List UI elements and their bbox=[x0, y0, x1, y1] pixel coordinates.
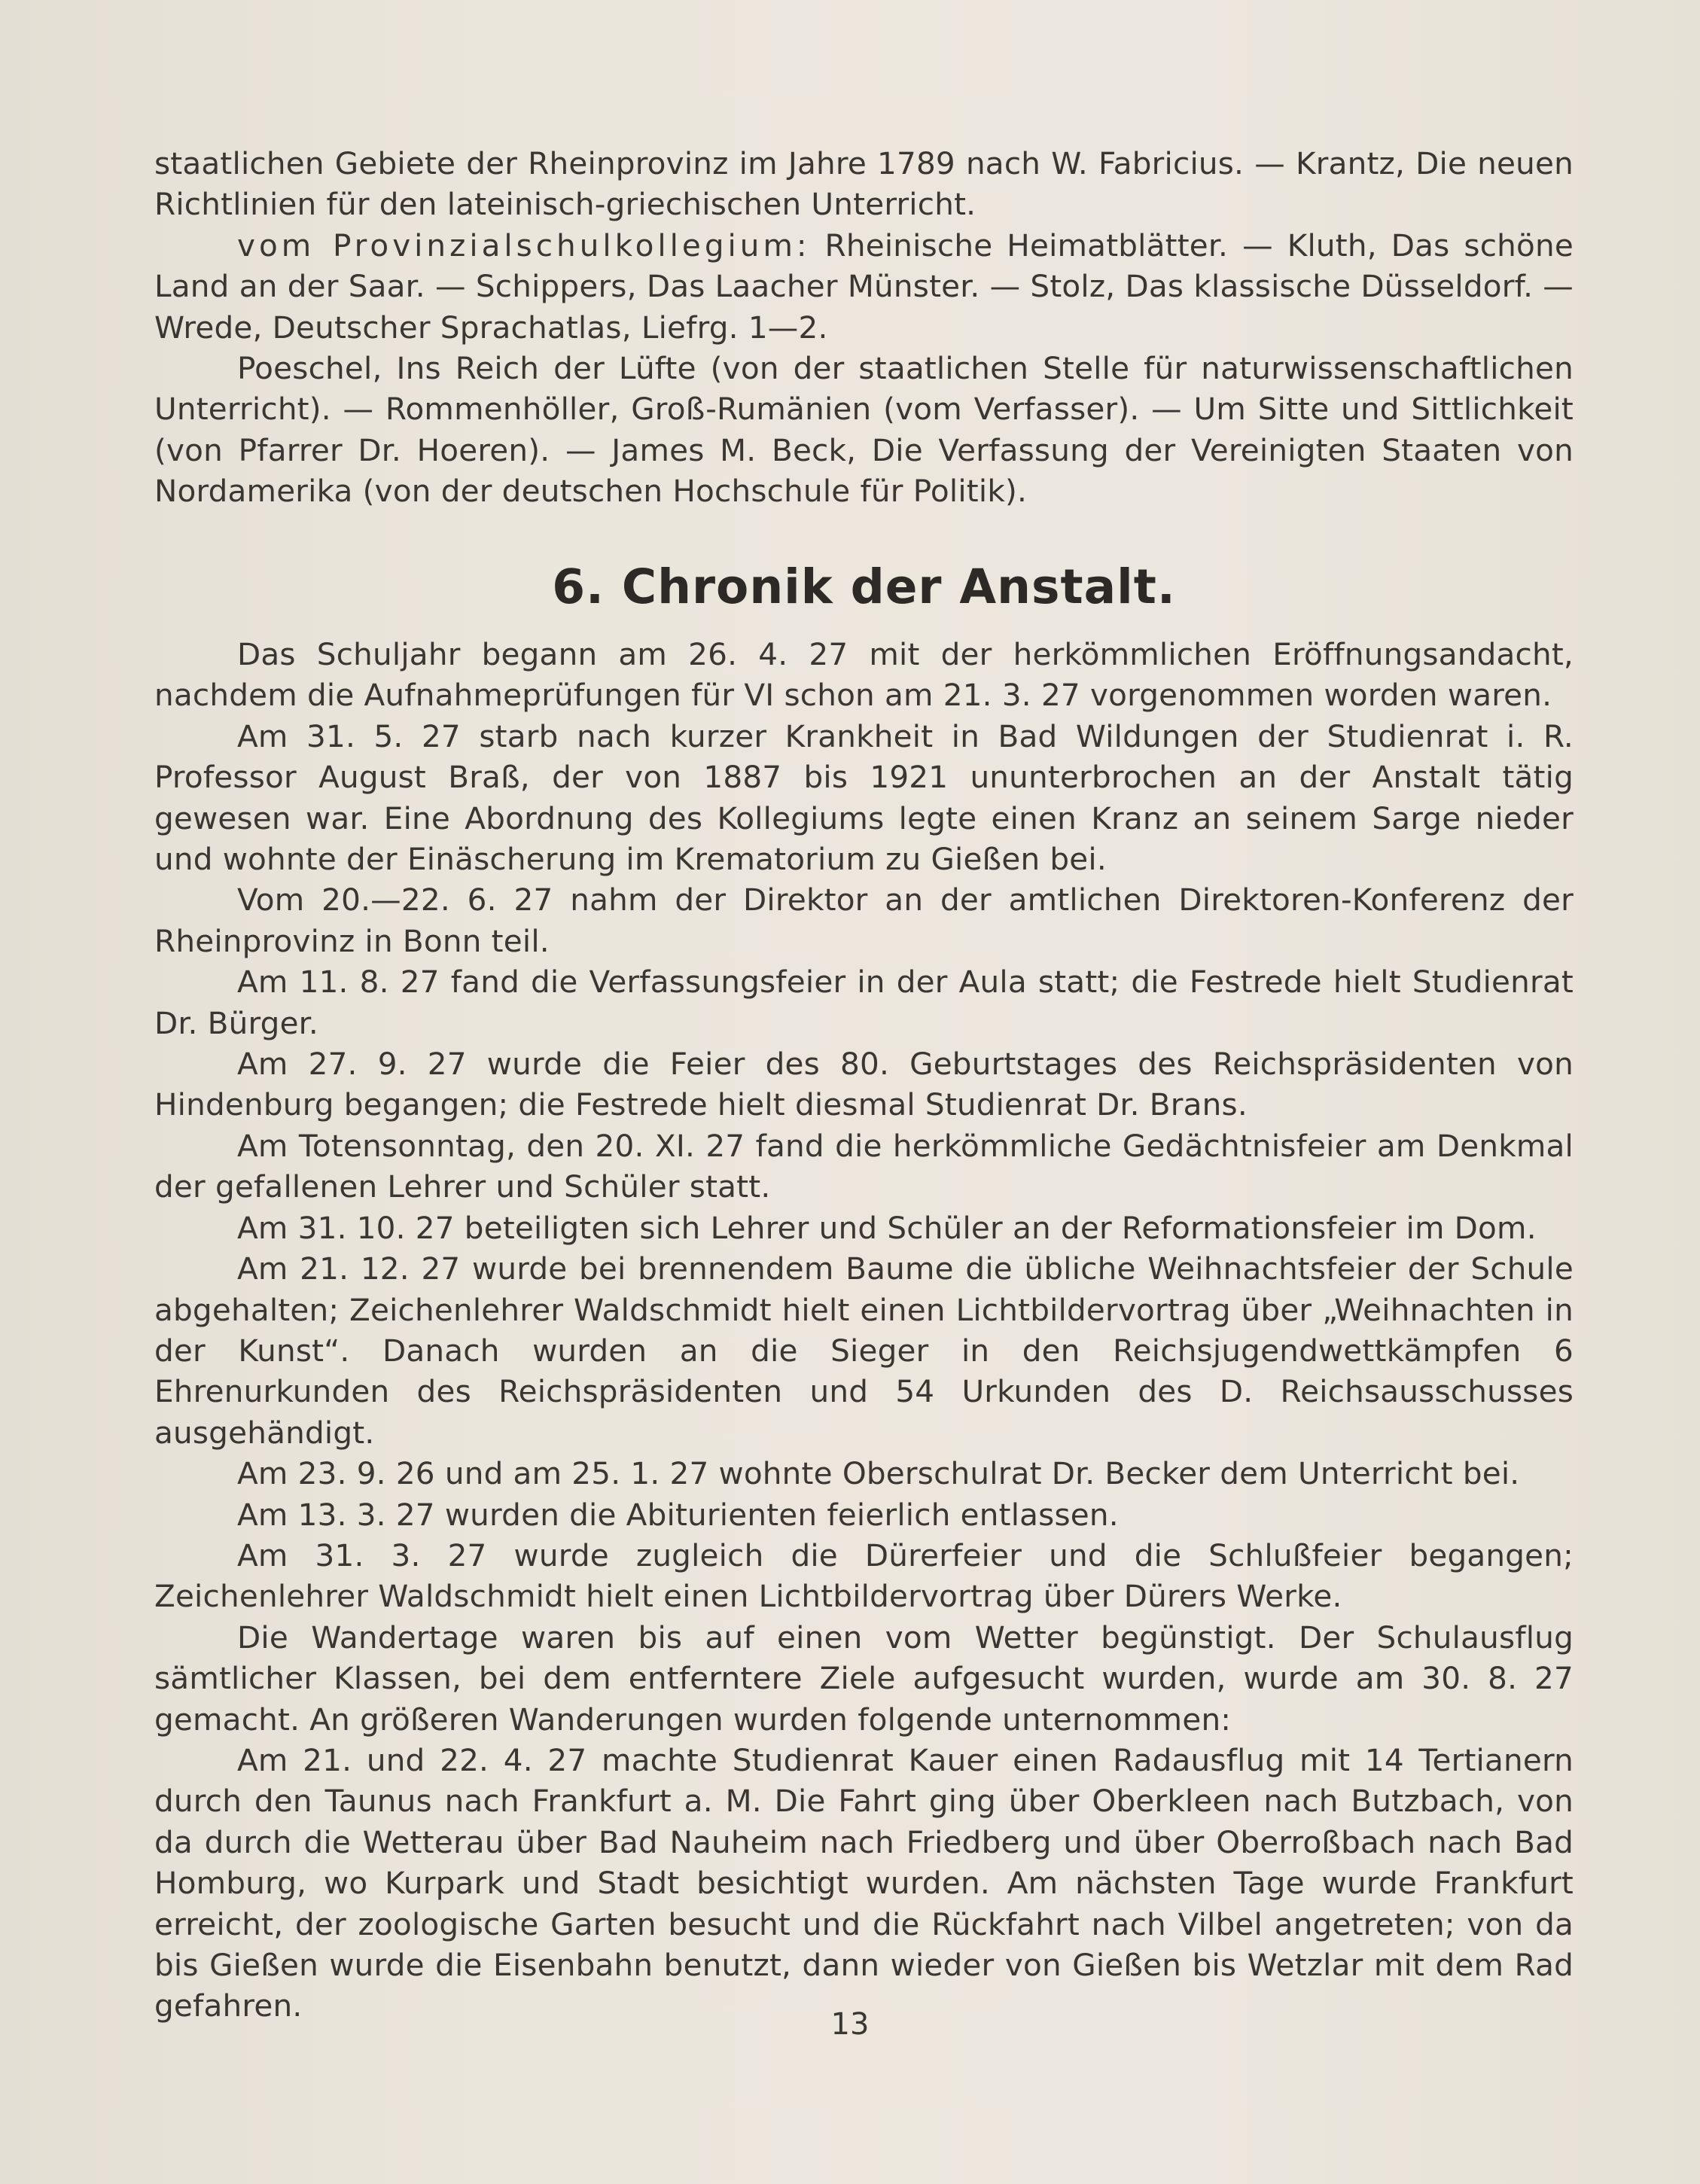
chronik-paragraph: Am Totensonntag, den 20. XI. 27 fand die herkömmliche Gedächtnisfeier am Denkmal der gefallenen Lehrer und Schüler statt. bbox=[154, 1127, 1574, 1205]
paragraph-fabricius: staatlichen Gebiete der Rheinprovinz im Jahre 1789 nach W. Fabricius. — Krantz, Die neuen Richtlinien für den lateinisch-griechischen Unterricht. bbox=[154, 145, 1574, 223]
library-acquisitions-section bbox=[154, 143, 1574, 512]
chronik-section bbox=[154, 634, 1574, 2027]
chronik-paragraph: Die Wandertage waren bis auf einen vom Wetter begünstigt. Der Schulausflug sämtlicher Klassen, bei dem entferntere Ziele aufgesucht wurden, wurde am 30. 8. 27 gemacht. An größeren Wanderungen wurden folgende unternommen: bbox=[154, 1619, 1574, 1738]
chronik-paragraph: Am 27. 9. 27 wurde die Feier des 80. Geburtstages des Reichspräsidenten von Hindenburg begangen; die Festrede hielt diesmal Studienrat Dr. Brans. bbox=[154, 1046, 1574, 1123]
page-number: 13 bbox=[830, 2007, 870, 2042]
section-heading: 6. Chronik der Anstalt. bbox=[552, 559, 1176, 614]
chronik-paragraph: Am 31. 5. 27 starb nach kurzer Krankheit in Bad Wildungen der Studienrat i. R. Professor August Braß, der von 1887 bis 1921 ununterbrochen an der Anstalt tätig gewesen war. Eine Abordnung des Kollegiums legte einen Kranz an seinem Sarge nieder und wohnte der Einäscherung im Krematorium zu Gießen bei. bbox=[154, 717, 1574, 878]
paragraph-kollegium bbox=[154, 225, 1574, 348]
section-heading-wrap bbox=[154, 557, 1574, 617]
chronik-paragraph: Am 31. 3. 27 wurde zugleich die Dürerfeier und die Schlußfeier begangen; Zeichenlehrer Waldschmidt hielt einen Lichtbildervortrag über Dürers Werke. bbox=[154, 1537, 1574, 1615]
chronik-paragraph: Am 11. 8. 27 fand die Verfassungsfeier in der Aula statt; die Festrede hielt Studienrat Dr. Bürger. bbox=[154, 964, 1574, 1041]
chronik-paragraph: Vom 20.—22. 6. 27 nahm der Direktor an der amtlichen Direktoren-Konferenz der Rheinprovinz in Bonn teil. bbox=[154, 882, 1574, 959]
chronik-paragraph: Am 21. und 22. 4. 27 machte Studienrat Kauer einen Radausflug mit 14 Tertianern durch den Taunus nach Frankfurt a. M. Die Fahrt ging über Oberkleen nach Butzbach, von da durch die Wetterau über Bad Nauheim nach Friedberg und über Oberroßbach nach Bad Homburg, wo Kurpark und Stadt besichtigt wurden. Am nächsten Tage wurde Frankfurt erreicht, der zoologische Garten besucht und die Rückfahrt nach Vilbel angetreten; von da bis Gießen wurde die Eisenbahn benutzt, dann wieder von Gießen bis Wetzlar mit dem Rad gefahren. bbox=[154, 1741, 1574, 2024]
kollegium-lead: vom Provinzialschulkollegium: bbox=[237, 227, 811, 263]
chronik-paragraph: Am 13. 3. 27 wurden die Abiturienten feierlich entlassen. bbox=[237, 1496, 1119, 1533]
chronik-paragraph: Das Schuljahr begann am 26. 4. 27 mit der herkömmlichen Eröffnungsandacht, nachdem die Aufnahmeprüfungen für VI schon am 21. 3. 27 vorgenommen worden waren. bbox=[154, 636, 1574, 714]
chronik-paragraph: Am 31. 10. 27 beteiligten sich Lehrer und Schüler an der Reformationsfeier im Dom. bbox=[237, 1209, 1537, 1246]
chronik-paragraph: Am 21. 12. 27 wurde bei brennendem Baume die übliche Weihnachtsfeier der Schule abgehalten; Zeichenlehrer Waldschmidt hielt einen Lichtbildervortrag über „Weihnachten in der Kunst“. Danach wurden an die Sieger in den Reichsjugendwettkämpfen 6 Ehrenurkunden des Reichspräsidenten und 54 Urkunden des D. Reichsausschusses ausgehändigt. bbox=[154, 1250, 1574, 1451]
kollegium-rest: Rheinische Heimatblätter. — Kluth, Das schöne Land an der Saar. — Schippers, Das Laacher Münster. — Stolz, Das klassische Düsseldorf. — Wrede, Deutscher Sprachatlas, Liefrg. 1—2. bbox=[154, 227, 1574, 346]
chronik-paragraph: Am 23. 9. 26 und am 25. 1. 27 wohnte Oberschulrat Dr. Becker dem Unterricht bei. bbox=[237, 1455, 1520, 1492]
paragraph-poeschel: Poeschel, Ins Reich der Lüfte (von der staatlichen Stelle für naturwissenschaftlichen Unterricht). — Rommenhöller, Groß-Rumänien (vom Verfasser). — Um Sitte und Sittlichkeit (von Pfarrer Dr. Hoeren). — James M. Beck, Die Verfassung der Vereinigten Staaten von Nordamerika (von der deutschen Hochschule für Politik). bbox=[154, 350, 1574, 510]
